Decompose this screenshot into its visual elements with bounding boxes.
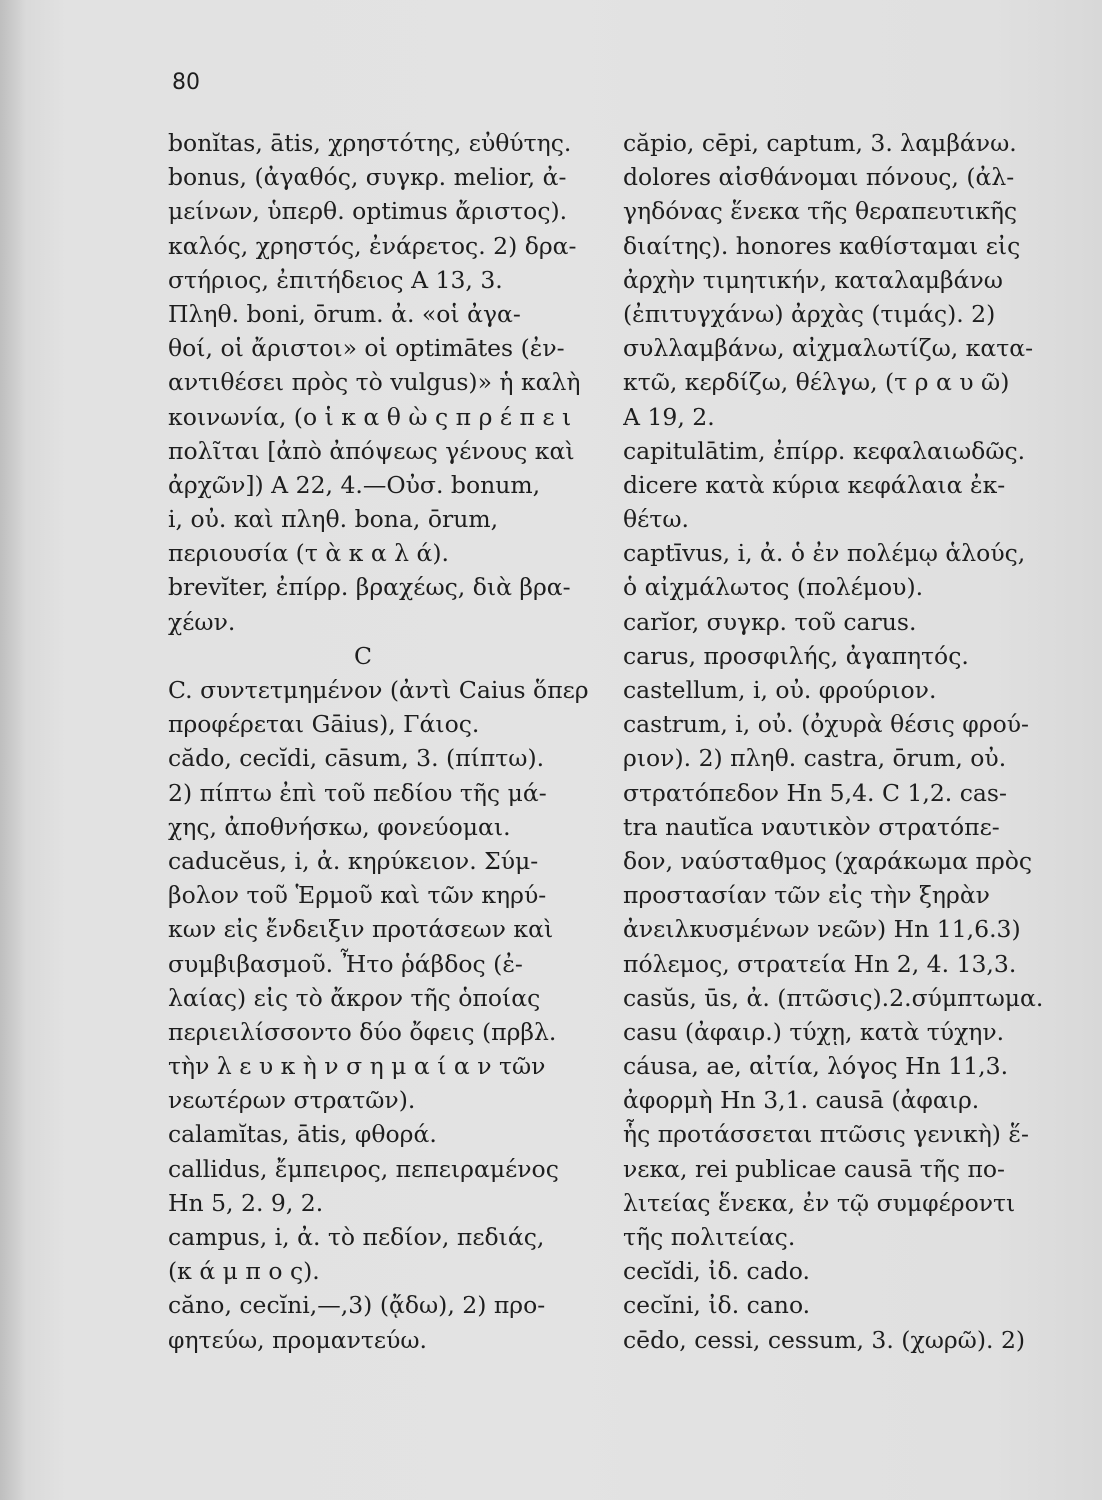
text-line: dolores αἰσθάνομαι πόνους, (ἀλ- [623, 163, 1015, 192]
text-line: tra nautĭca ναυτικὸν στρατόπε- [623, 812, 1000, 841]
text-line: λιτείας ἕνεκα, ἐν τῷ συμφέροντι [623, 1188, 1016, 1217]
text-line: carus, προσφιλής, ἀγαπητός. [623, 641, 969, 670]
text-line: δον, ναύσταθμος (χαράκωμα πρὸς [623, 846, 1033, 875]
text-line: căpio, cēpi, captum, 3. λαμβάνω. [623, 129, 1017, 157]
text-line: brevĭter, ἐπίρρ. βραχέως, διὰ βρα- [168, 573, 571, 602]
text-line: castrum, i, οὐ. (ὀχυρὰ θέσις φρού- [623, 710, 1029, 739]
right-column [623, 126, 1051, 1357]
text-line: περιειλίσσοντο δύο ὄφεις (πρβλ. [168, 1017, 557, 1046]
text-line: στήριος, ἐπιτήδειος Α 13, 3. [168, 265, 503, 294]
text-line: capitulātim, ἐπίρρ. κεφαλαιωδῶς. [623, 436, 1026, 465]
text-line: στρατόπεδον Hn 5,4. C 1,2. cas- [623, 778, 1007, 807]
text-line: χέων. [168, 607, 236, 636]
text-line: ἧς προτάσσεται πτῶσις γενικὴ) ἕ- [623, 1120, 1029, 1149]
text-line: συλλαμβάνω, αἰχμαλωτίζω, κατα- [623, 334, 1034, 363]
text-line: dicere κατὰ κύρια κεφάλαια ἐκ- [623, 470, 1006, 499]
text-line: νεκα, rei publicae causā τῆς πο- [623, 1154, 1005, 1183]
text-line: ἀνειλκυσμένων νεῶν) Hn 11,6.3) [623, 915, 1021, 944]
text-line: διαίτης). honores καθίσταμαι εἰς [623, 231, 1021, 260]
text-line: αντιθέσει πρὸς τὸ vulgus)» ἡ καλὴ [168, 368, 581, 397]
text-line: C. συντετμημένον (ἀντὶ Caius ὅπερ [168, 676, 589, 704]
text-line: cădo, cecĭdi, cāsum, 3. (πίπτω). [168, 744, 545, 773]
text-line: χης, ἀποθνήσκω, φονεύομαι. [168, 812, 511, 841]
text-line: μείνων, ὑπερθ. optimus ἄριστος). [168, 197, 568, 226]
text-line: bonĭtas, ātis, χρηστότης, εὐθύτης. [168, 129, 572, 157]
text-line: γηδόνας ἕνεκα τῆς θεραπευτικῆς [623, 197, 1018, 226]
text-line: θέτω. [623, 505, 689, 534]
text-line: calamĭtas, ātis, φθορά. [168, 1120, 437, 1149]
text-line: βολον τοῦ Ἑρμοῦ καὶ τῶν κηρύ- [168, 881, 547, 910]
text-line: ἀρχὴν τιμητικήν, καταλαμβάνω [623, 265, 1003, 294]
text-line: κτῶ, κερδίζω, θέλγω, (τ ρ α υ ῶ) [623, 368, 1010, 397]
text-line: casŭs, ūs, ἀ. (πτῶσις).2.σύμπτωμα. [623, 983, 1044, 1012]
text-line: κων εἰς ἔνδειξιν προτάσεων καὶ [168, 915, 554, 944]
text-line: προστασίαν τῶν εἰς τὴν ξηρὰν [623, 881, 990, 910]
page-number: 80 [172, 70, 200, 95]
text-line: căno, cecĭni,—,3) (ᾄδω), 2) προ- [168, 1291, 546, 1320]
text-line: i, οὐ. καὶ πληθ. bona, ōrum, [168, 505, 499, 534]
text-line: castellum, i, οὐ. φρούριον. [623, 676, 937, 704]
text-line: captīvus, i, ἀ. ὁ ἐν πολέμῳ ἁλούς, [623, 539, 1026, 568]
text-line: Α 19, 2. [623, 402, 715, 431]
text-line: συμβιβασμοῦ. Ἦτο ῥάβδος (ἐ- [168, 949, 523, 978]
text-line: πολῖται [ἀπὸ ἀπόψεως γένους καὶ [168, 436, 575, 465]
section-letter-heading: C [354, 641, 372, 670]
text-line: προφέρεται Gāius), Γάιος. [168, 710, 480, 739]
text-line: cēdo, cessi, cessum, 3. (χωρῶ). 2) [623, 1325, 1026, 1354]
text-line: Hn 5, 2. 9, 2. [168, 1188, 324, 1217]
text-line: φητεύω, προμαντεύω. [168, 1325, 428, 1354]
text-line: καλός, χρηστός, ἐνάρετος. 2) δρα- [168, 231, 577, 260]
text-line: ἀρχῶν]) Α 22, 4.—Οὐσ. bonum, [168, 470, 541, 499]
text-line: cecĭni, ἰδ. cano. [623, 1291, 811, 1320]
left-column [168, 126, 598, 1357]
text-line: casu (ἀφαιρ.) τύχῃ, κατὰ τύχην. [623, 1017, 1005, 1046]
text-line: ριον). 2) πληθ. castra, ōrum, οὐ. [623, 744, 1007, 773]
text-line: cecĭdi, ἰδ. cado. [623, 1257, 810, 1286]
text-line: (ἐπιτυγχάνω) ἀρχὰς (τιμάς). 2) [623, 299, 996, 328]
text-line: θοί, οἱ ἄριστοι» οἱ optimātes (ἐν- [168, 334, 565, 363]
text-line: 2) πίπτω ἐπὶ τοῦ πεδίου τῆς μά- [168, 778, 547, 807]
text-line: λαίας) εἰς τὸ ἄκρον τῆς ὁποίας [168, 983, 541, 1012]
text-line: ὁ αἰχμάλωτος (πολέμου). [623, 573, 924, 602]
text-line: τὴν λ ε υ κ ὴ ν σ η μ α ί α ν τῶν [168, 1052, 546, 1081]
text-line: Πληθ. boni, ōrum. ἀ. «οἱ ἀγα- [168, 299, 521, 328]
text-line: carĭor, συγκρ. τοῦ carus. [623, 607, 917, 636]
text-line: cáusa, ae, αἰτία, λόγος Hn 11,3. [623, 1052, 1009, 1081]
text-line: caducĕus, i, ἀ. κηρύκειον. Σύμ- [168, 846, 539, 875]
text-line: τῆς πολιτείας. [623, 1223, 796, 1251]
text-line: (κ ά μ π ο ς). [168, 1257, 320, 1286]
text-line: κοινωνία, (ο ἱ κ α θ ὼ ς π ρ έ π ε ι [168, 402, 572, 431]
text-line: πόλεμος, στρατεία Hn 2, 4. 13,3. [623, 949, 1017, 978]
text-line: bonus, (ἀγαθός, συγκρ. melior, ἀ- [168, 163, 567, 192]
text-line: callidus, ἔμπειρος, πεπειραμένος [168, 1154, 559, 1183]
text-line: campus, i, ἀ. τὸ πεδίον, πεδιάς, [168, 1223, 545, 1251]
text-line: ἀφορμὴ Hn 3,1. causā (ἀφαιρ. [623, 1086, 980, 1115]
text-line: περιουσία (τ ὰ κ α λ ά). [168, 539, 450, 568]
page-edge-shadow [0, 0, 26, 1500]
text-line: νεωτέρων στρατῶν). [168, 1086, 416, 1115]
